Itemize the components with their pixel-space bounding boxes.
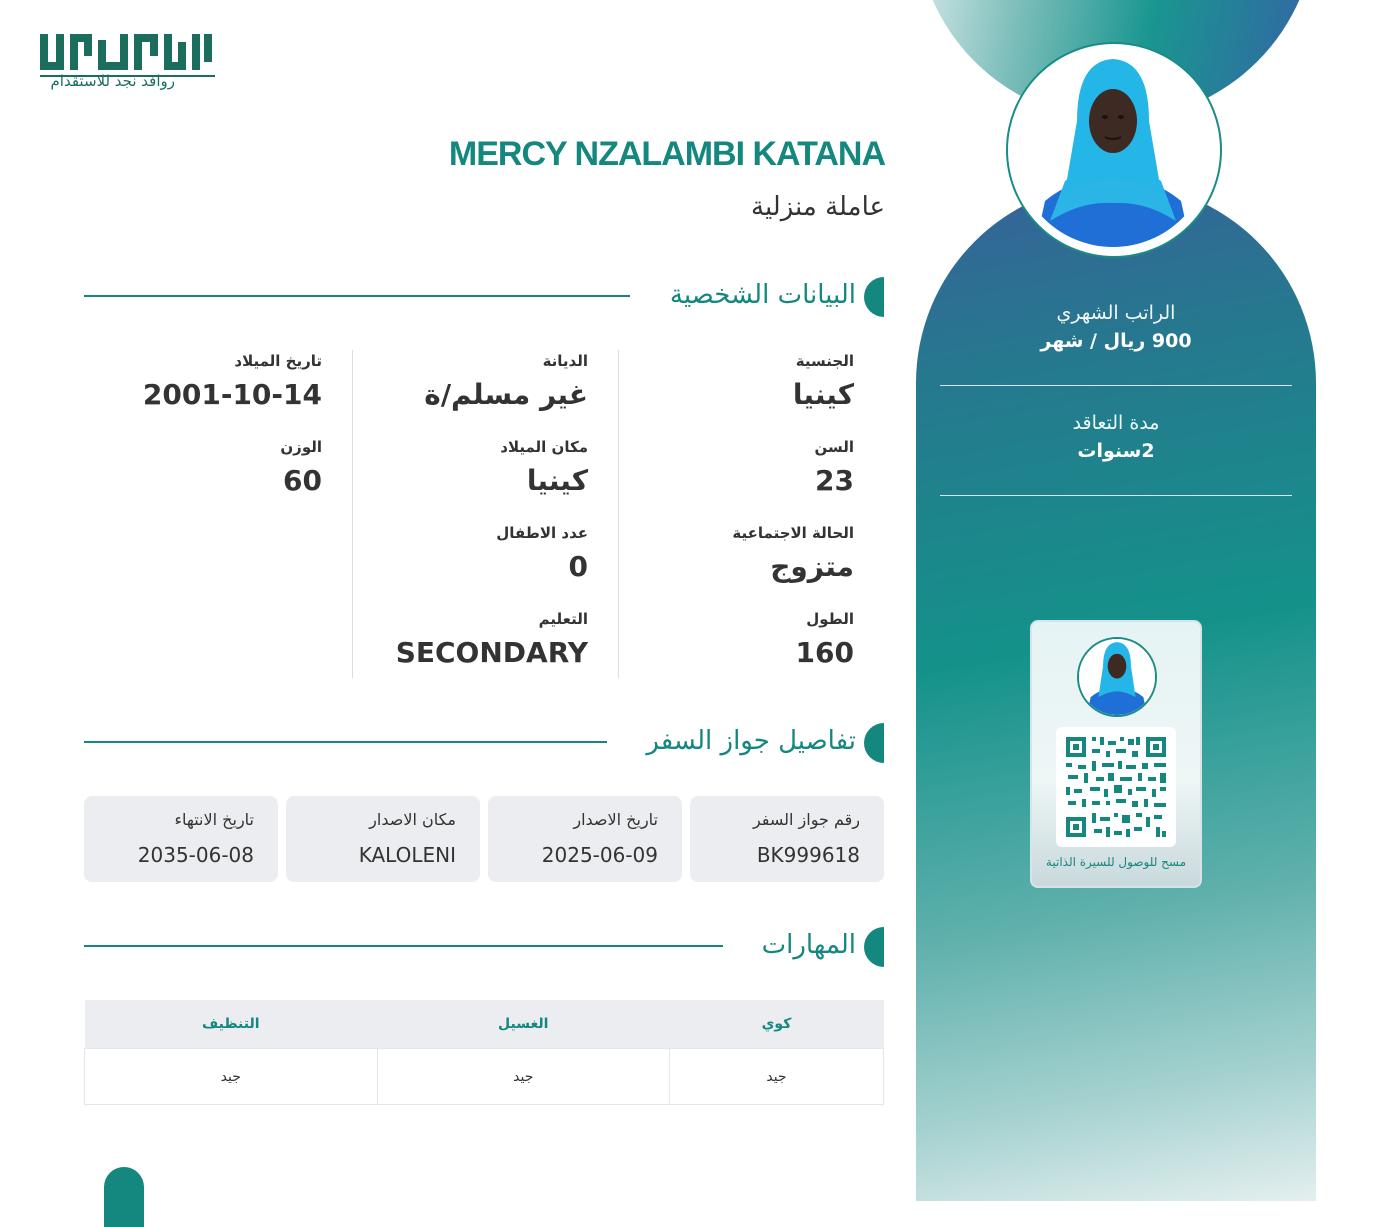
info-value: 0 <box>568 550 588 583</box>
info-value: 160 <box>795 636 854 669</box>
info-label: مكان الميلاد <box>500 438 588 456</box>
skill-level: جيد <box>669 1049 883 1105</box>
skill-header: كوي <box>669 1000 883 1049</box>
salary-label: الراتب الشهري <box>1056 302 1176 324</box>
passport-label: تاريخ الاصدار <box>573 810 658 829</box>
info-label: الحالة الاجتماعية <box>732 524 854 542</box>
info-nationality <box>604 352 854 411</box>
info-label: عدد الاطفال <box>496 524 588 542</box>
info-weight <box>72 438 322 497</box>
info-label: التعليم <box>538 610 588 628</box>
company-logo <box>40 30 220 105</box>
info-age <box>604 438 854 497</box>
passport-value: 2025-06-09 <box>541 843 658 867</box>
passport-issue-place <box>286 796 480 882</box>
page-footer-marker <box>104 1167 144 1227</box>
side-divider <box>940 495 1292 496</box>
contract-label: مدة التعاقد <box>1072 412 1160 434</box>
section-line <box>84 295 630 297</box>
skills-header-row <box>85 1000 884 1049</box>
logo-caption: روافد نجد للاستقدام <box>50 72 175 90</box>
salary-value: 900 ريال / شهر <box>1040 330 1192 352</box>
salary-block <box>940 302 1292 352</box>
info-marital-status <box>604 524 854 583</box>
skill-header: الغسيل <box>377 1000 669 1049</box>
qr-caption: مسح للوصول للسيرة الذاتية <box>1045 855 1187 869</box>
side-divider <box>940 385 1292 386</box>
section-marker <box>864 927 884 967</box>
section-line <box>84 945 723 947</box>
passport-label: رقم جواز السفر <box>752 810 860 829</box>
info-label: الجنسية <box>795 352 854 370</box>
info-label: الوزن <box>280 438 322 456</box>
passport-value: 2035-06-08 <box>137 843 254 867</box>
contract-value: 2سنوات <box>1077 440 1155 462</box>
section-line <box>84 741 607 743</box>
info-children <box>338 524 588 583</box>
info-birthplace <box>338 438 588 497</box>
passport-value: KALOLENI <box>358 843 456 867</box>
profile-photo <box>1015 51 1211 247</box>
passport-number <box>690 796 884 882</box>
section-title-personal: البيانات الشخصية <box>669 280 856 310</box>
job-title: عاملة منزلية <box>751 192 885 222</box>
passport-expiry-date <box>84 796 278 882</box>
info-label: الطول <box>806 610 854 628</box>
info-value: 23 <box>815 464 854 497</box>
passport-value: BK999618 <box>756 843 860 867</box>
qr-card <box>1030 620 1202 888</box>
passport-issue-date <box>488 796 682 882</box>
skills-level-row <box>85 1049 884 1105</box>
passport-label: تاريخ الانتهاء <box>174 810 254 829</box>
info-label: الديانة <box>542 352 588 370</box>
qr-avatar <box>1077 637 1157 717</box>
info-label: السن <box>814 438 854 456</box>
info-value: 60 <box>283 464 322 497</box>
section-title-passport: تفاصيل جواز السفر <box>646 726 856 756</box>
info-value: 2001-10-14 <box>142 378 322 411</box>
skill-level: جيد <box>377 1049 669 1105</box>
qr-code[interactable] <box>1056 727 1176 847</box>
contract-block <box>940 412 1292 462</box>
passport-label: مكان الاصدار <box>369 810 456 829</box>
info-label: تاريخ الميلاد <box>234 352 322 370</box>
skill-level: جيد <box>85 1049 378 1105</box>
info-value: غير مسلم/ة <box>424 378 588 411</box>
info-religion <box>338 352 588 411</box>
info-value: SECONDARY <box>395 636 588 669</box>
info-birthdate <box>72 352 322 411</box>
section-marker <box>864 723 884 763</box>
info-height <box>604 610 854 669</box>
section-marker <box>864 277 884 317</box>
info-education <box>338 610 588 669</box>
skills-table <box>84 1000 884 1105</box>
section-title-skills: المهارات <box>761 930 856 960</box>
info-value: متزوج <box>770 550 854 583</box>
candidate-name: MERCY NZALAMBI KATANA <box>448 135 885 173</box>
info-value: كينيا <box>792 378 854 411</box>
info-value: كينيا <box>526 464 588 497</box>
skill-header: التنظيف <box>85 1000 378 1049</box>
